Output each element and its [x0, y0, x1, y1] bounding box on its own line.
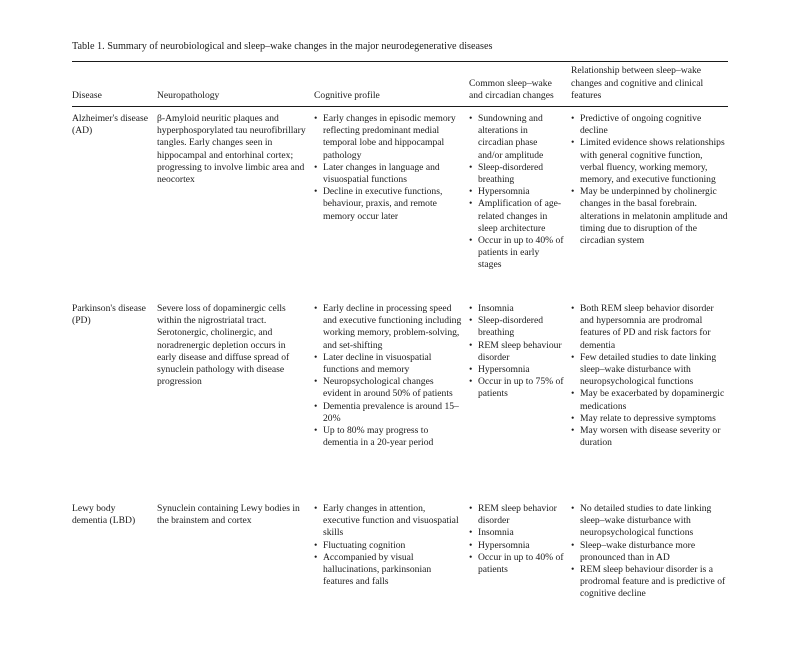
list-item: • Occur in up to 40% of patients in early stages — [469, 235, 564, 272]
list-item: • Predictive of ongoing cognitive decline — [571, 113, 728, 137]
list-item: • REM sleep behaviour disorder — [469, 340, 564, 364]
list-item: • Early changes in attention, executive function and visuospatial skills — [314, 503, 462, 540]
neuropathology-cell: Severe loss of dopaminergic cells within the nigrostriatal tract. Serotonergic, cholinergic, and noradrenergic depletion occurs in early disease and diffuse spread of synuclein pathology with disease progression — [157, 303, 290, 388]
relationship-list — [571, 503, 728, 601]
list-item: • Later changes in language and visuospatial functions — [314, 162, 462, 186]
neuropathology-cell: β-Amyloid neuritic plaques and hyperphosporylated tau neurofibrillary tangles. Early changes seen in hippocampal and entorhinal cortex; progressing to involve limbic area and neocortex — [157, 113, 306, 186]
list-item: • Insomnia — [469, 527, 564, 539]
list-item: • Accompanied by visual hallucinations, parkinsonian features and falls — [314, 552, 462, 589]
disease-cell: Alzheimer's disease (AD) — [72, 113, 149, 137]
summary-table — [72, 66, 728, 643]
header-sleep-changes: Common sleep–wake and circadian changes — [469, 77, 554, 101]
header-cognitive-profile: Cognitive profile — [314, 89, 380, 101]
header-disease: Disease — [72, 89, 102, 101]
disease-cell: Parkinson's disease (PD) — [72, 303, 146, 327]
list-item: • May relate to depressive symptoms — [571, 413, 728, 425]
sleep-list — [469, 113, 564, 272]
top-rule — [72, 61, 728, 62]
table-header — [72, 66, 728, 106]
relationship-list — [571, 303, 728, 449]
table-row — [72, 113, 728, 289]
header-neuropathology: Neuropathology — [157, 89, 220, 101]
list-item: • Early decline in processing speed and executive functioning including working memory, problem-solving, and set-shifting — [314, 303, 462, 352]
list-item: • Sleep–wake disturbance more pronounced than in AD — [571, 540, 728, 564]
table-caption: Table 1. Summary of neurobiological and sleep–wake changes in the major neurodegenerative diseases — [72, 41, 493, 52]
cognitive-list — [314, 303, 462, 449]
sleep-list — [469, 303, 564, 401]
list-item: • Occur in up to 75% of patients — [469, 376, 564, 400]
cognitive-list — [314, 113, 462, 223]
list-item: • REM sleep behavior disorder — [469, 503, 564, 527]
table-row — [72, 503, 728, 643]
list-item: • Amplification of age-related changes in sleep architecture — [469, 198, 564, 235]
list-item: • Hypersomnia — [469, 364, 564, 376]
cognitive-list — [314, 503, 462, 588]
list-item: • Early changes in episodic memory reflecting predominant medial temporal lobe and hippocampal pathology — [314, 113, 462, 162]
list-item: • Insomnia — [469, 303, 564, 315]
relationship-list — [571, 113, 728, 247]
sleep-list — [469, 503, 564, 576]
list-item: • Fluctuating cognition — [314, 540, 462, 552]
list-item: • Decline in executive functions, behaviour, praxis, and remote memory occur later — [314, 186, 462, 223]
list-item: • REM sleep behaviour disorder is a prodromal feature and is predictive of cognitive decline — [571, 564, 728, 601]
list-item: • Later decline in visuospatial functions and memory — [314, 352, 462, 376]
list-item: • May worsen with disease severity or duration — [571, 425, 728, 449]
list-item: • Limited evidence shows relationships with general cognitive function, verbal fluency, working memory, memory, and executive functioning — [571, 137, 728, 186]
neuropathology-cell: Synuclein containing Lewy bodies in the brainstem and cortex — [157, 503, 300, 527]
disease-cell: Lewy body dementia (LBD) — [72, 503, 136, 527]
list-item: • Hypersomnia — [469, 540, 564, 552]
list-item: • Sleep-disordered breathing — [469, 162, 564, 186]
list-item: • Neuropsychological changes evident in around 50% of patients — [314, 376, 462, 400]
list-item: • Sleep-disordered breathing — [469, 315, 564, 339]
list-item: • Sundowning and alterations in circadian phase and/or amplitude — [469, 113, 564, 162]
list-item: • Hypersomnia — [469, 186, 564, 198]
list-item: • Both REM sleep behavior disorder and hypersomnia are prodromal features of PD and risk factors for dementia — [571, 303, 728, 352]
list-item: • Few detailed studies to date linking sleep–wake disturbance with neuropsychological functions — [571, 352, 728, 389]
header-relationship: Relationship between sleep–wake changes and cognitive and clinical features — [571, 65, 704, 101]
list-item: • May be exacerbated by dopaminergic medications — [571, 388, 728, 412]
list-item: • Occur in up to 40% of patients — [469, 552, 564, 576]
table-row — [72, 303, 728, 489]
list-item: • May be underpinned by cholinergic changes in the basal forebrain. alterations in melatonin amplitude and timing due to disruption of the circadian system — [571, 186, 728, 247]
list-item: • Up to 80% may progress to dementia in a 20-year period — [314, 425, 462, 449]
list-item: • Dementia prevalence is around 15–20% — [314, 401, 462, 425]
list-item: • No detailed studies to date linking sleep–wake disturbance with neuropsychological functions — [571, 503, 728, 540]
